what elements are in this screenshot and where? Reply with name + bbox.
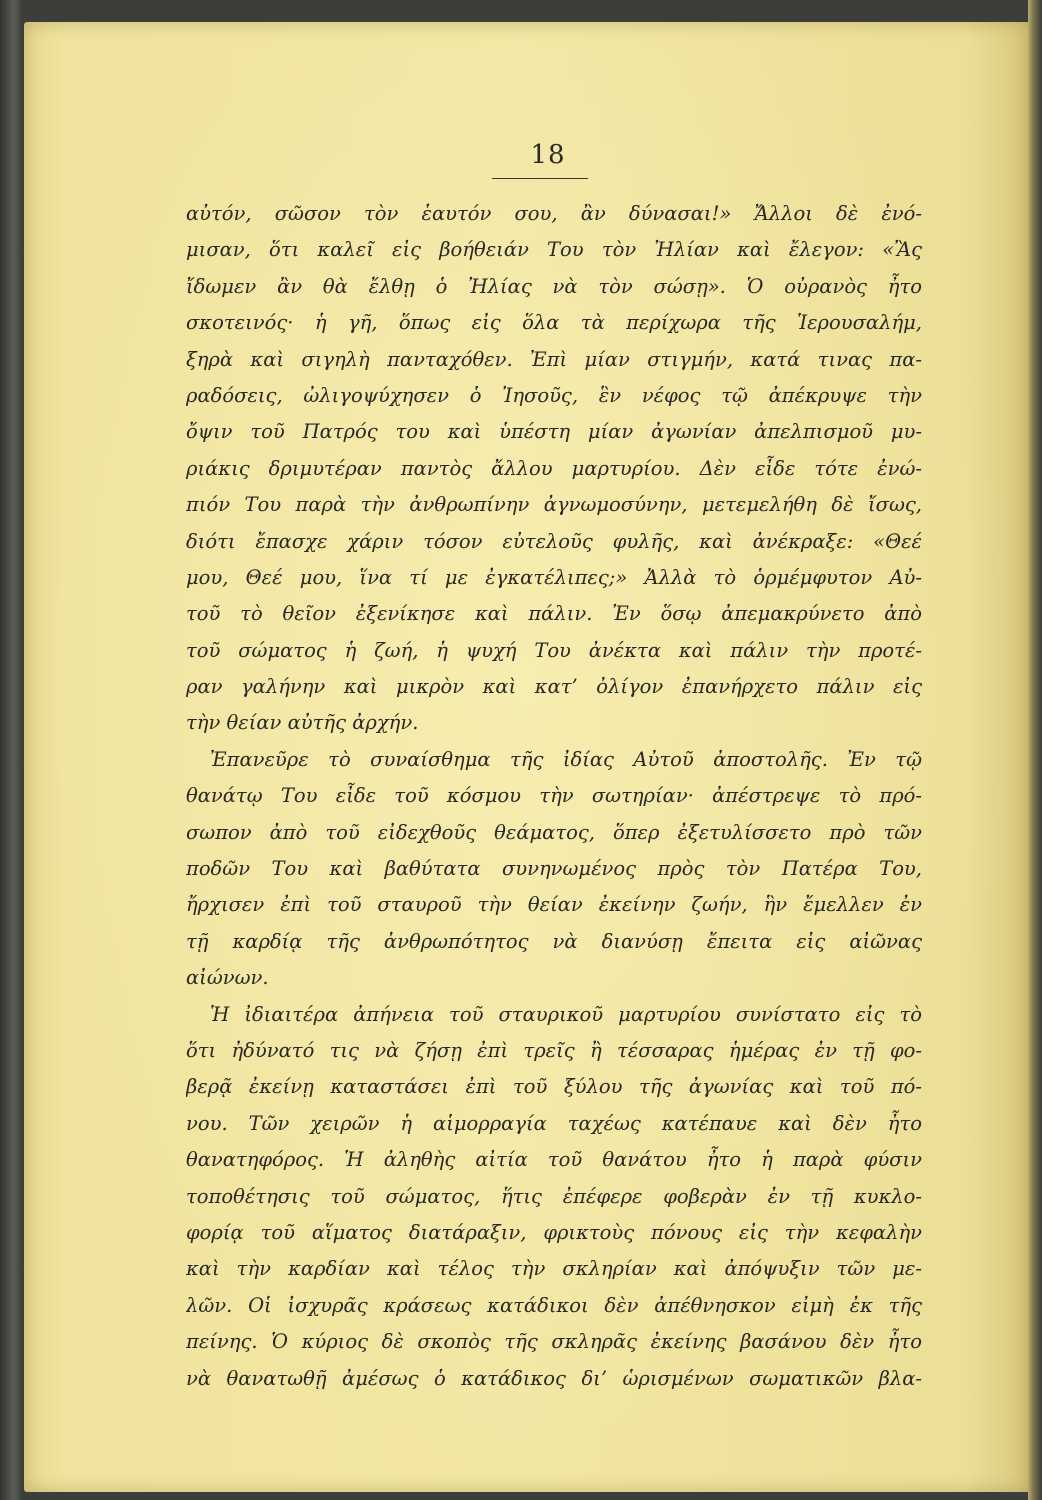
page-text-body: [186, 196, 922, 1397]
text-line: σκοτεινός· ἡ γῆ, ὅπως εἰς ὅλα τὰ περίχωρα τῆς Ἱερουσαλήμ,: [186, 311, 922, 335]
book-spine-edge: [1028, 0, 1042, 1500]
text-line: νὰ θανατωθῇ ἀμέσως ὁ κατάδικος δι’ ὡρισμένων σωματικῶν βλα-: [186, 1366, 922, 1390]
text-line: Ἐπανεῦρε τὸ συναίσθημα τῆς ἰδίας Αὐτοῦ ἀποστολῆς. Ἐν τῷ: [210, 747, 922, 771]
page-number-rule: [492, 178, 588, 179]
text-line: ριάκις δριμυτέραν παντὸς ἄλλου μαρτυρίου. Δὲν εἶδε τότε ἐνώ-: [186, 456, 922, 480]
text-line: σωπον ἀπὸ τοῦ εἰδεχθοῦς θεάματος, ὅπερ ἐξετυλίσσετο πρὸ τῶν: [186, 820, 922, 844]
text-line: πιόν Του παρὰ τὴν ἀνθρωπίνην ἀγνωμοσύνην, μετεμελήθη δὲ ἴσως,: [186, 493, 922, 517]
text-line: ὅτι ἠδύνατό τις νὰ ζήσῃ ἐπὶ τρεῖς ἢ τέσσαρας ἡμέρας ἐν τῇ φο-: [186, 1038, 922, 1062]
text-line: πείνης. Ὁ κύριος δὲ σκοπὸς τῆς σκληρᾶς ἐκείνης βασάνου δὲν ἦτο: [186, 1330, 922, 1354]
text-line: ραν γαλήνην καὶ μικρὸν καὶ κατ’ ὀλίγον ἐπανήρχετο πάλιν εἰς: [186, 675, 922, 699]
text-line: ποδῶν Του καὶ βαθύτατα συνηνωμένος πρὸς τὸν Πατέρα Του,: [186, 857, 922, 881]
text-line: τὴν θείαν αὐτῆς ἀρχήν.: [186, 711, 419, 735]
text-line: καὶ τὴν καρδίαν καὶ τέλος τὴν σκληρίαν καὶ ἀπόψυξιν τῶν με-: [186, 1257, 922, 1281]
text-line: λῶν. Οἱ ἰσχυρᾶς κράσεως κατάδικοι δὲν ἀπέθνησκον εἰμὴ ἐκ τῆς: [186, 1293, 922, 1317]
text-line: ξηρὰ καὶ σιγηλὴ πανταχόθεν. Ἐπὶ μίαν στιγμήν, κατά τινας πα-: [186, 347, 922, 371]
text-line: τοῦ τὸ θεῖον ἐξενίκησε καὶ πάλιν. Ἐν ὅσῳ ἀπεμακρύνετο ἀπὸ: [186, 602, 922, 626]
text-line: μισαν, ὅτι καλεῖ εἰς βοήθειάν Του τὸν Ἠλίαν καὶ ἔλεγον: «Ἂς: [186, 238, 922, 262]
text-line: νου. Τῶν χειρῶν ἡ αἱμορραγία ταχέως κατέπαυε καὶ δὲν ἦτο: [186, 1111, 922, 1135]
text-line: τοποθέτησις τοῦ σώματος, ἥτις ἐπέφερε φοβερὰν ἐν τῇ κυκλο-: [186, 1184, 922, 1208]
text-line: μου, Θεέ μου, ἵνα τί με ἐγκατέλιπες;» Ἀλλὰ τὸ ὁρμέμφυτον Αὐ-: [186, 565, 922, 589]
text-line: ραδόσεις, ὠλιγοψύχησεν ὁ Ἰησοῦς, ἓν νέφος τῷ ἀπέκρυψε τὴν: [186, 383, 922, 407]
page-number: 18: [530, 140, 566, 170]
text-line: φορίᾳ τοῦ αἵματος διατάραξιν, φρικτοὺς πόνους εἰς τὴν κεφαλὴν: [186, 1220, 922, 1244]
text-line: ὄψιν τοῦ Πατρός του καὶ ὑπέστη μίαν ἀγωνίαν ἀπελπισμοῦ μυ-: [186, 420, 922, 444]
text-line: αἰώνων.: [186, 966, 269, 990]
text-line: ἤρχισεν ἐπὶ τοῦ σταυροῦ τὴν θείαν ἐκείνην ζωήν, ἣν ἔμελλεν ἐν: [186, 893, 922, 917]
text-line: Ἡ ἰδιαιτέρα ἀπήνεια τοῦ σταυρικοῦ μαρτυρίου συνίστατο εἰς τὸ: [210, 1002, 922, 1026]
text-line: διότι ἔπασχε χάριν τόσον εὐτελοῦς φυλῆς, καὶ ἀνέκραξε: «Θεέ: [186, 529, 922, 553]
text-line: ἴδωμεν ἂν θὰ ἔλθῃ ὁ Ἠλίας νὰ τὸν σώσῃ». Ὁ οὐρανὸς ἦτο: [186, 274, 922, 298]
text-line: τοῦ σώματος ἡ ζωή, ἡ ψυχή Του ἀνέκτα καὶ πάλιν τὴν προτέ-: [186, 638, 922, 662]
text-line: αὐτόν, σῶσον τὸν ἑαυτόν σου, ἂν δύνασαι!» Ἄλλοι δὲ ἐνό-: [186, 202, 922, 225]
text-line: θανάτῳ Του εἶδε τοῦ κόσμου τὴν σωτηρίαν· ἀπέστρεψε τὸ πρό-: [186, 784, 922, 808]
text-line: θανατηφόρος. Ἡ ἀληθὴς αἰτία τοῦ θανάτου ἦτο ἡ παρὰ φύσιν: [186, 1148, 922, 1172]
text-line: τῇ καρδίᾳ τῆς ἀνθρωπότητος νὰ διανύσῃ ἔπειτα εἰς αἰῶνας: [186, 929, 922, 953]
text-line: βερᾷ ἐκείνῃ καταστάσει ἐπὶ τοῦ ξύλου τῆς ἀγωνίας καὶ τοῦ πό-: [186, 1075, 922, 1099]
